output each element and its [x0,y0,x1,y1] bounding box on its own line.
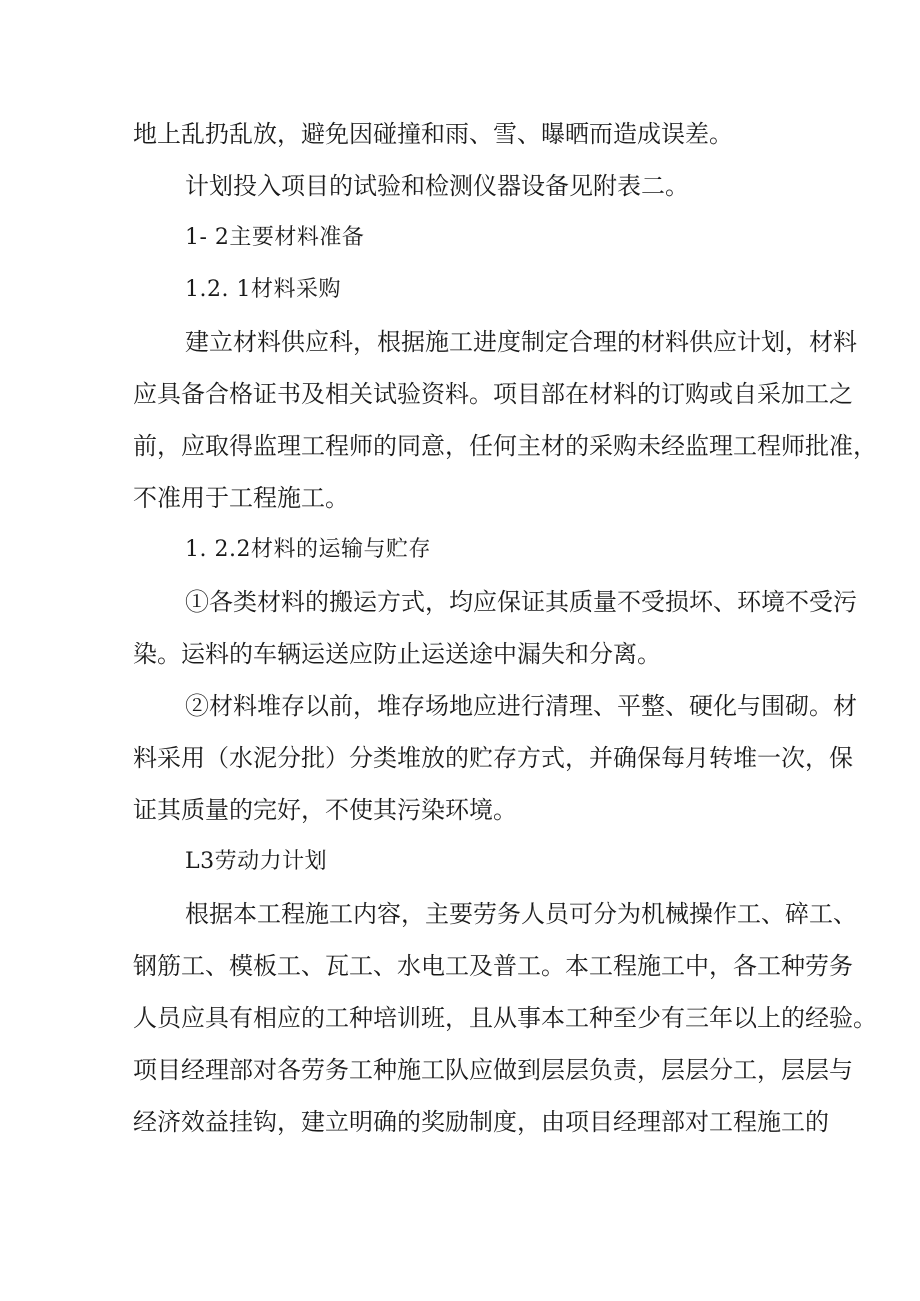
body-line: ②材料堆存以前，堆存场地应进行清理、平整、硬化与围砌。材 [185,692,857,720]
subsection-heading: 1. 2.2材料的运输与贮存 [185,537,431,562]
body-line: 染。运料的车辆运送应防止运送途中漏失和分离。 [133,640,661,668]
body-line: 计划投入项目的试验和检测仪器设备见附表二。 [185,172,689,200]
body-line: 钢筋工、模板工、瓦工、水电工及普工。本工程施工中，各工种劳务 [133,952,853,980]
body-line: 人员应具有相应的工种培训班，且从事本工种至少有三年以上的经验。 [133,1004,877,1032]
body-line: 应具备合格证书及相关试验资料。项目部在材料的订购或自采加工之 [133,380,853,408]
section-heading: L3劳动力计划 [185,849,328,874]
body-line: 建立材料供应科，根据施工进度制定合理的材料供应计划，材料 [185,328,857,356]
body-line: ①各类材料的搬运方式，均应保证其质量不受损坏、环境不受污 [185,588,857,616]
body-line: 不准用于工程施工。 [133,484,349,512]
body-line: 料采用（水泥分批）分类堆放的贮存方式，并确保每月转堆一次，保 [133,744,853,772]
body-line: 前，应取得监理工程师的同意，任何主材的采购未经监理工程师批准， [133,432,877,460]
body-line: 项目经理部对各劳务工种施工队应做到层层负责，层层分工，层层与 [133,1056,853,1084]
section-heading: 1- 2主要材料准备 [185,225,365,250]
body-line: 证其质量的完好，不使其污染环境。 [133,796,517,824]
subsection-heading: 1.2. 1材料采购 [185,277,341,302]
body-line: 根据本工程施工内容，主要劳务人员可分为机械操作工、碎工、 [185,900,857,928]
body-line: 经济效益挂钩，建立明确的奖励制度，由项目经理部对工程施工的 [133,1108,829,1136]
body-line: 地上乱扔乱放，避免因碰撞和雨、雪、曝晒而造成误差。 [133,120,733,148]
document-page [133,112,877,1152]
